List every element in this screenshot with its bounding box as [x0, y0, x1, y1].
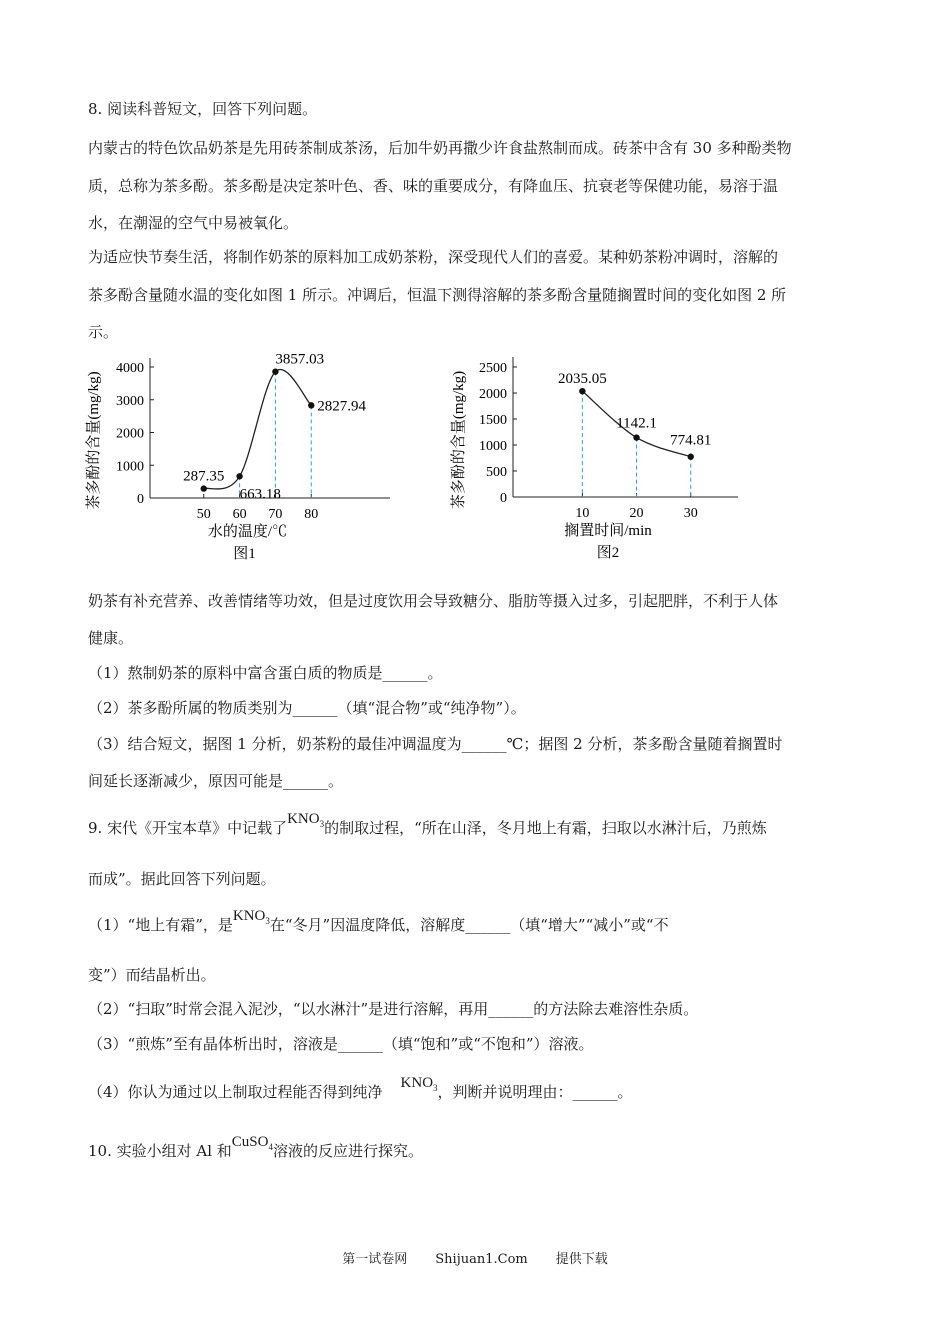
y-axis-label: 茶多酚的含量(mg/kg): [451, 370, 467, 510]
chart-title: 图2: [596, 545, 620, 561]
q8-paragraph-line: 健康。: [88, 629, 134, 647]
q8-paragraph-line: 为适应快节奏生活，将制作奶茶的原料加工成奶茶粉，深受现代人们的喜爱。某种奶茶粉冲调时，溶解的: [88, 248, 779, 266]
data-label: 663.18: [239, 486, 281, 503]
q8-paragraph-line: 奶茶有补充营养、改善情绪等功效，但是过度饮用会导致糖分、脂肪等摄入过多，引起肥胖，不利于人体: [88, 592, 779, 610]
data-label: 2827.94: [317, 398, 366, 415]
q8-paragraph-line: 示。: [88, 323, 119, 341]
data-label: 287.35: [183, 468, 225, 485]
footer-site-url: Shijuan1.Com: [435, 1252, 528, 1267]
figure-1-chart: [82, 345, 422, 570]
q8-paragraph-line: 质，总称为茶多酚。茶多酚是决定茶叶色、香、味的重要成分，有降血压、抗衰老等保健功能，易溶于温: [88, 177, 779, 195]
q9-header-cont: 而成”。据此回答下列问题。: [88, 870, 276, 888]
q8-subquestion-3: （3）结合短文，据图 1 分析，奶茶粉的最佳冲调温度为______℃；据图 2 分析，茶多酚含量随着搁置时: [88, 735, 783, 753]
data-point: [579, 388, 585, 394]
q10-header: 10. 实验小组对 Al 和CuSO$_4$溶液的反应进行探究。: [88, 1134, 423, 1160]
x-tick-label: 70: [268, 507, 283, 522]
y-tick-label: 2000: [116, 426, 144, 442]
footer-site-name: 第一试卷网: [342, 1252, 408, 1267]
x-tick-label: 30: [683, 506, 698, 521]
y-tick-label: 2500: [479, 361, 507, 376]
data-label: 774.81: [670, 432, 712, 449]
q9-subquestion-2: （2）“扫取”时常会混入泥沙，“以水淋汁”是进行溶解，再用______的方法除去难溶性杂质。: [88, 1000, 699, 1018]
data-label: 1142.1: [616, 415, 657, 432]
data-point: [236, 473, 242, 479]
y-tick-label: 0: [500, 491, 507, 506]
y-tick-label: 1000: [116, 459, 144, 475]
q9-subquestion-1: （1）“地上有霜”，是$KNO_3$在“冬月”因温度降低，溶解度______（填“增大”“减小”或“不: [88, 908, 669, 934]
data-point: [688, 454, 694, 460]
y-tick-label: 2000: [479, 387, 507, 402]
figure-2-chart: [445, 345, 765, 570]
y-tick-label: 3000: [116, 393, 144, 409]
data-point: [633, 434, 639, 440]
data-point: [308, 402, 314, 408]
x-tick-label: 60: [232, 507, 247, 522]
q9-subquestion-4: （4）你认为通过以上制取过程能否得到纯净 $KNO_3$，判断并说明理由：______。: [88, 1075, 633, 1101]
kno3-formula: $KNO_3$: [232, 908, 270, 926]
x-tick-label: 20: [629, 506, 644, 521]
q8-subquestion-2: （2）茶多酚所属的物质类别为______（填“混合物”或“纯净物”）。: [88, 699, 526, 717]
y-tick-label: 500: [486, 465, 507, 480]
q8-subquestion-3-cont: 间延长逐渐减少，原因可能是______。: [88, 772, 344, 790]
q9-header: [88, 811, 767, 839]
x-tick-label: 80: [304, 507, 319, 522]
q9-subquestion-1-cont: 变”）而结晶析出。: [88, 966, 216, 984]
chart-title: 图1: [233, 546, 256, 562]
q8-paragraph-line: 内蒙古的特色饮品奶茶是先用砖茶制成茶汤，后加牛奶再撒少许食盐熬制而成。砖茶中含有 30 多种酚类物: [88, 139, 792, 157]
data-point: [201, 485, 207, 491]
x-tick-label: 10: [575, 506, 590, 521]
kno3-formula: $KNO_3$: [287, 811, 325, 829]
y-tick-label: 0: [137, 492, 144, 507]
footer-download-text: 提供下载: [555, 1252, 608, 1267]
data-label: 3857.03: [275, 351, 325, 368]
x-tick-label: 50: [196, 507, 211, 522]
y-tick-label: 1500: [479, 413, 507, 428]
y-tick-label: 1000: [479, 439, 507, 454]
q9-text: 9. 宋代《开宝本草》中记载了: [88, 819, 288, 837]
y-tick-label: 4000: [116, 361, 144, 376]
x-axis-label: 搁置时间/min: [564, 523, 652, 539]
x-axis-label: 水的温度/℃: [207, 524, 288, 540]
q8-subquestion-1: （1）熬制奶茶的原料中富含蛋白质的物质是______。: [88, 664, 443, 682]
q8-paragraph-line: 茶多酚含量随水温的变化如图 1 所示。冲调后，恒温下测得溶解的茶多酚含量随搁置时间的变化如图 2 所: [88, 286, 787, 304]
kno3-formula: $KNO_3$: [400, 1075, 438, 1093]
q9-text: 的制取过程，“所在山泽，冬月地上有霜，扫取以水淋汁后，乃煎炼: [324, 819, 767, 837]
q8-header: 8. 阅读科普短文，回答下列问题。: [88, 100, 318, 118]
y-axis-label: 茶多酚的含量(mg/kg): [86, 371, 102, 510]
q8-paragraph-line: 水，在潮湿的空气中易被氧化。: [88, 214, 299, 232]
data-point: [272, 368, 278, 374]
cuso4-formula: CuSO$_4$: [231, 1134, 273, 1152]
page-footer: [0, 1248, 950, 1267]
q9-subquestion-3: （3）“煎炼”至有晶体析出时，溶液是______（填“饱和”或“不饱和”）溶液。: [88, 1035, 594, 1053]
data-label: 2035.05: [557, 371, 607, 388]
